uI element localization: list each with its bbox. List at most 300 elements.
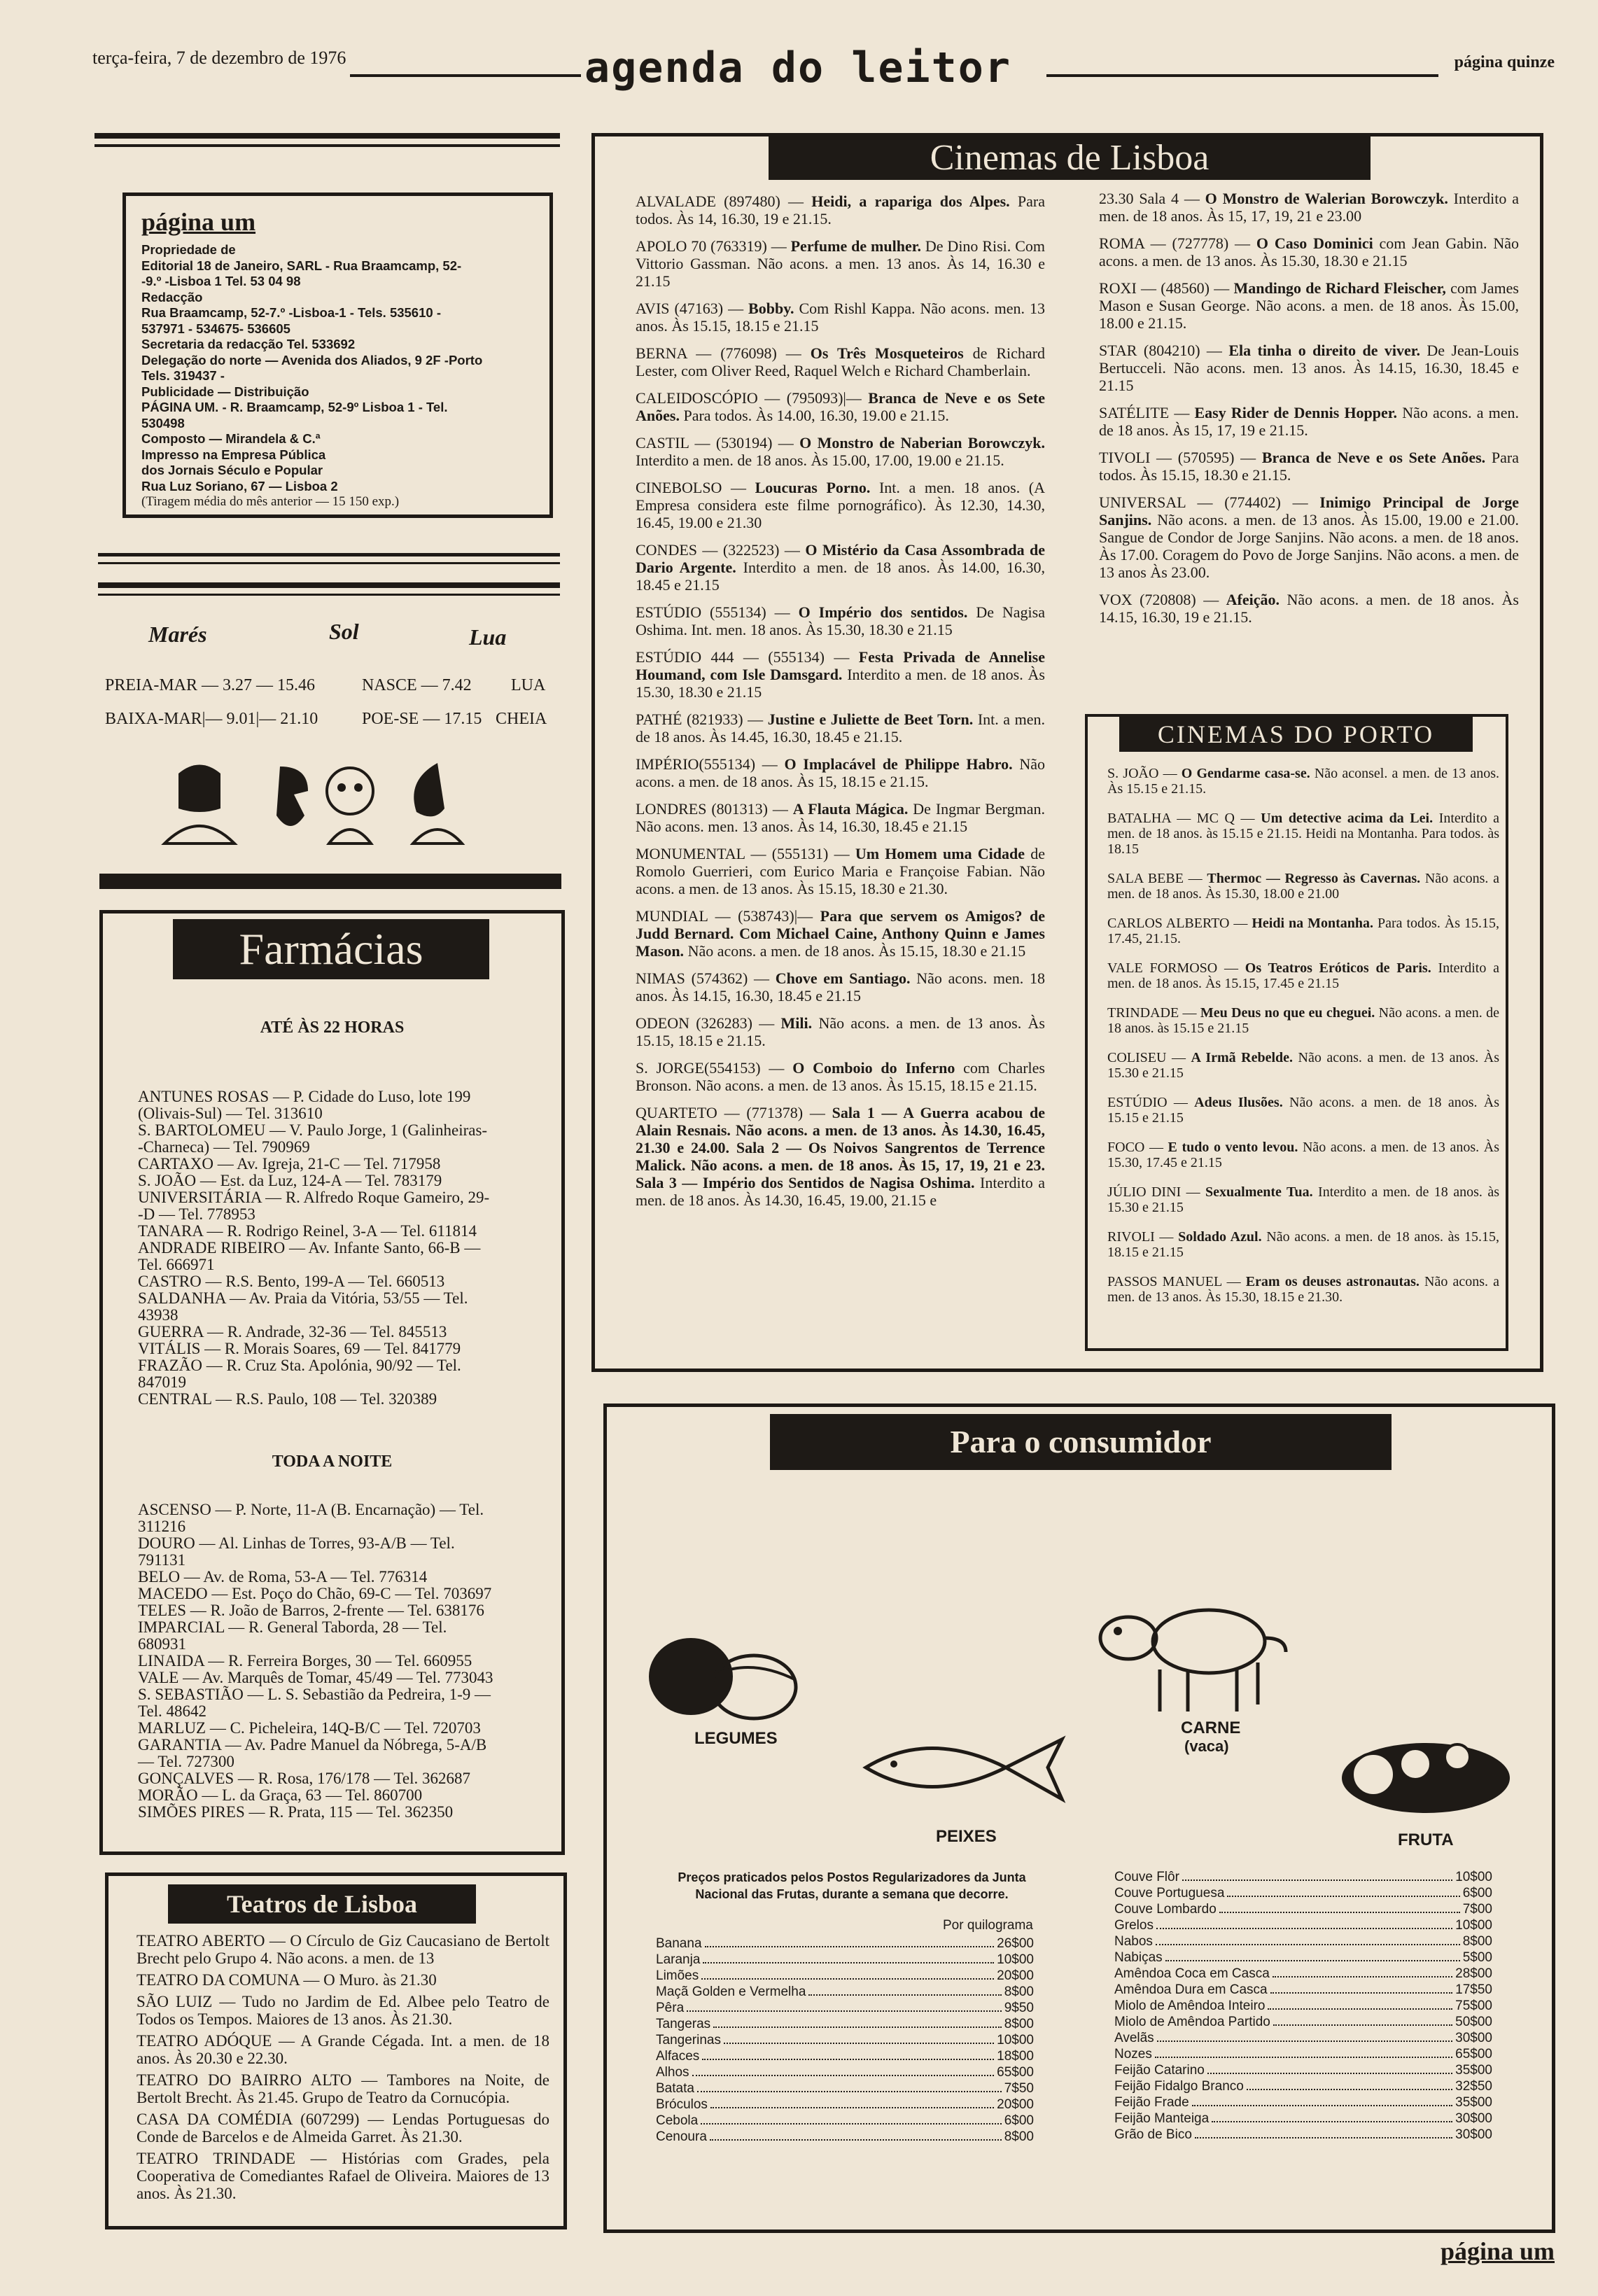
cinema-name: APOLO 70 (763319) — [636,237,791,255]
masthead-line: Rua Luz Soriano, 67 — Lisboa 2 [141,478,338,493]
cinema-entry [636,755,1045,790]
cinema-entry [1107,1005,1499,1036]
film-title: O Mistério da Casa Assombrada de Dario Argente. [636,541,1045,576]
price-item-name: Alfaces [656,2049,700,2064]
pharmacy-line: GARANTIA — Av. Padre Manuel da Nóbrega, 5-A/B [138,1736,487,1754]
film-title: Branca de Neve e os Sete Anões. [1261,449,1492,466]
price-row [1114,1901,1492,1917]
price-row [656,1968,1034,1984]
film-title: Um detective acima da Lei. [1261,811,1439,826]
divider [98,594,560,596]
label-legumes: LEGUMES [694,1729,778,1748]
price-item-name: Tangeras [656,2017,711,2031]
cinema-name: UNIVERSAL — (774402) — [1099,493,1320,511]
pharmacies-list-night [138,1502,537,1821]
pharmacy-line: SALDANHA — Av. Praia da Vitória, 53/55 — Tel. [138,1289,468,1307]
price-row [656,2080,1034,2096]
price-value: 65$00 [997,2065,1034,2080]
film-title: Sexualmente Tua. [1205,1184,1319,1200]
pharmacy-line: GUERRA — R. Andrade, 32-36 — Tel. 845513 [138,1323,447,1340]
pharmacy-line: IMPARCIAL — R. General Taborda, 28 — Tel. [138,1618,447,1636]
pharmacy-line: GONÇALVES — R. Rosa, 176/178 — Tel. 362687 [138,1770,471,1787]
film-title: O Gendarme casa-se. [1181,766,1315,781]
price-dots [1195,2127,1452,2138]
price-row [656,2096,1034,2113]
cinema-entry [636,479,1045,531]
price-value: 17$50 [1455,1982,1492,1997]
cinema-name: S. JORGE(554153) — [636,1059,793,1077]
pharmacies-sub-night: TODA A NOITE [272,1452,393,1471]
cinema-name: QUARTETO — (771378) — [636,1104,832,1121]
cinema-name: ROMA — (727778) — [1099,234,1256,252]
price-item-name: Batata [656,2081,694,2096]
cinema-entry [636,1059,1045,1094]
film-details: Interdito a men. de 18 anos. Às 15.15, 17.45 e 21.15 [1107,960,1499,991]
price-value: 30$00 [1455,2111,1492,2126]
price-row [1114,2094,1492,2110]
pharmacy-line: Tel. 48642 [138,1702,207,1720]
moon-phase-2: CHEIA [496,710,547,728]
price-row [1114,1949,1492,1966]
film-title: Thermoc — Regresso às Cavernas. [1207,871,1425,886]
film-details: Interdito a men. de 18 anos. Às 14.00, 16.30, 18.45 e 21.15 [636,559,1046,594]
pharmacy-line: S. JOÃO — Est. da Luz, 124-A — Tel. 783179 [138,1172,442,1189]
price-dots [702,2048,994,2060]
pharmacy-line: MARLUZ — C. Picheleira, 14Q-B/C — Tel. 720703 [138,1719,481,1737]
cinema-name: BERNA — (776098) — [636,344,811,362]
film-title: O Império dos sentidos. [798,603,976,621]
cinemas-lisboa-box [591,133,1543,1372]
price-row [656,1952,1034,1968]
price-dots [724,2032,994,2044]
cinema-name: S. JOÃO — [1107,766,1182,781]
price-dots [1182,1869,1452,1881]
cinema-name: VALE FORMOSO — [1107,960,1245,976]
film-title: Eram os deuses astronautas. [1245,1274,1425,1289]
film-details: de Richard Lester, com Oliver Reed, Raquel Welch e Richard Chamberlain. [636,344,1046,379]
fruit-icon [1335,1726,1517,1823]
pharmacy-line: SIMÕES PIRES — R. Prata, 115 — Tel. 362350 [138,1803,454,1821]
theatre-item: SÃO LUIZ — Tudo no Jardim de Ed. Albee pelo Teatro de Todos os Tempos. Maiores de 13 anos. Às 21.30. [136,1993,549,2028]
cinema-name: ROXI — (48560) — [1099,279,1234,297]
price-value: 32$50 [1455,2079,1492,2094]
pharmacy-line: (Olivais-Sul) — Tel. 313610 [138,1105,323,1122]
pharmacy-line: ASCENSO — P. Norte, 11-A (B. Encarnação) — Tel. [138,1501,484,1518]
price-value: 10$00 [1455,1918,1492,1933]
pharmacy-line: BELO — Av. de Roma, 53-A — Tel. 776314 [138,1568,428,1586]
price-row [1114,1885,1492,1901]
pharmacy-line: 311216 [138,1518,186,1535]
pharmacy-line: LINAIDA — R. Ferreira Borges, 30 — Tel. 660955 [138,1652,472,1670]
pharmacy-line: -D — Tel. 778953 [138,1205,255,1223]
pharmacy-line: — Tel. 727300 [138,1753,234,1770]
film-details: Não acons. a men. de 18 anos. Às 15, 17, 19 e 21.15. [1099,404,1519,439]
pharmacies-box [99,910,565,1855]
pharmacy-line: 680931 [138,1635,186,1653]
cinema-name: ALVALADE (897480) — [636,192,812,210]
cinema-entry [1099,190,1519,225]
pharmacy-line: CENTRAL — R.S. Paulo, 108 — Tel. 320389 [138,1390,437,1408]
tides-heading: Marés [148,622,207,647]
price-item-name: Nabos [1114,1934,1153,1949]
film-details: Não acons. a men. de 13 anos. Às 15.30, 18.15 e 21.30. [1107,1274,1500,1305]
price-value: 35$00 [1455,2063,1492,2078]
masthead-line: Tels. 319437 - [141,368,225,383]
price-value: 8$00 [1004,2017,1034,2031]
header-date: terça-feira, 7 de dezembro de 1976 [92,48,346,68]
pharmacy-line: -Charneca) — Tel. 790969 [138,1138,310,1156]
price-dots [692,2064,995,2076]
cinema-name: VOX (720808) — [1099,591,1226,608]
masthead-tiragem: (Tiragem média do mês anterior — 15 150 exp.) [141,494,400,509]
header-rule-left [350,74,581,77]
cinemas-lisboa-col1 [636,192,1045,1219]
cinema-name: CINEBOLSO — [636,479,755,496]
film-title: Mandingo de Richard Fleischer, [1233,279,1451,297]
price-dots [703,1952,994,1963]
film-title: Para que servem os Amigos? de Judd Bernard. Com Michael Caine, Anthony Quinn e James Mason. [636,907,1045,960]
cinema-name: ESTÚDIO — [1107,1095,1195,1110]
price-row [1114,1917,1492,1933]
film-details: De Jean-Louis Bertucceli. Não acons. men. 13 anos. Às 14.15, 16.30, 18.45 e 21.15 [1099,342,1519,394]
pharmacy-line: 43938 [138,1306,178,1324]
price-row [1114,1966,1492,1982]
cinema-entry [636,237,1045,290]
price-value: 8$00 [1004,1984,1034,1999]
cinema-name: SATÉLITE — [1099,404,1195,421]
price-dots [701,2113,1002,2124]
price-item-name: Feijão Manteiga [1114,2111,1210,2126]
film-details: Não acons. a men. de 18 anos. Às 15.15, 18.30 e 21.15 [687,942,1026,960]
film-details: Interdito a men. de 18 anos. às 15.30 e 21.15 [1107,1184,1499,1215]
film-title: Heidi, a rapariga dos Alpes. [811,192,1018,210]
masthead-line: Secretaria da redacção Tel. 533692 [141,337,356,351]
price-item-name: Limões [656,1968,699,1983]
price-value: 18$00 [997,2049,1034,2064]
cinema-entry [1107,811,1499,857]
consumer-box [603,1404,1555,2233]
film-title: Bobby. [748,300,799,317]
price-value: 7$00 [1462,1902,1492,1917]
cinema-entry [636,800,1045,835]
film-details: Int. a men. de 18 anos. Às 14.45, 16.30, 18.45 e 21.15. [636,710,1045,746]
faces-illustration [157,752,479,847]
cinema-entry [636,434,1045,469]
film-details: Não acons. a men. de 18 anos. Às 15, 18.15 e 21.15. [636,755,1045,790]
price-row [656,2032,1034,2048]
cinema-entry [636,648,1045,701]
cinema-name: MUNDIAL — (538743)|— [636,907,820,925]
cinema-name: 23.30 Sala 4 — [1099,190,1205,207]
prices-right-list [1114,1869,1492,2143]
pharmacy-line: MACEDO — Est. Poço do Chão, 69-C — Tel. 703697 [138,1585,492,1602]
film-details: Não acons. men. 18 anos. Às 14.15, 16.30, 18.45 e 21.15 [636,969,1045,1004]
film-title: Branca de Neve e os Sete Anões. [636,389,1045,424]
price-row [1114,2062,1492,2078]
cinema-name: NIMAS (574362) — [636,969,776,987]
cinema-entry [1107,1229,1499,1260]
film-details: De Nagisa Oshima. Int. men. 18 anos. Às 15.30, 18.30 e 21.15 [636,603,1045,638]
label-fruta: FRUTA [1398,1830,1454,1849]
price-row [1114,1933,1492,1949]
cinemas-lisboa-title: Cinemas de Lisboa [769,136,1371,180]
price-item-name: Nozes [1114,2047,1152,2062]
price-value: 75$00 [1455,1998,1492,2013]
price-item-name: Alhos [656,2065,689,2080]
price-dots [710,2096,994,2108]
price-dots [1155,2046,1452,2058]
film-details: Não acons. a men. de 13 anos. Às 15.15, 18.15 e 21.15. [636,1014,1045,1049]
theatre-item: TEATRO DO BAIRRO ALTO — Tambores na Noite, de Bertolt Brecht. Às 21.45. Grupo de Teatro da Cornucópia. [136,2071,549,2106]
price-item-name: Laranja [656,1952,701,1967]
cinema-name: STAR (804210) — [1099,342,1229,359]
divider [98,582,560,588]
price-item-name: Cenoura [656,2129,707,2144]
film-details: Não acons. a men. de 13 anos. Às 15.00, 19.00 e 21.00. Sangue de Condor de Jorge Sanjins. Não acons. a men. de 18 anos. Às 17.00. Coragem do Povo de Jorge Sanjins. Não acons. a men. de 13 anos Às 23.00. [1099,511,1519,581]
pharmacy-line: UNIVERSITÁRIA — R. Alfredo Roque Gameiro, 29- [138,1189,490,1206]
film-details: de Romolo Guerrieri, com Eurico Maria e Françoise Fabian. Não acons. a men. de 13 anos. Às 15.15, 18.30 e 21.30. [636,845,1046,897]
film-title: Sala 1 — A Guerra acabou de Alain Resnais. Não acons. a men. de 13 anos. Às 14.30, 16.45, 21.30 e 24.00. Sala 2 — Os Noivos Sangrentos de Terrence Malick. Não acons. a men. de 18 anos. Às 15, 17, 19, 21 e 23. Sala 3 — Império dos Sentidos de Nagisa Oshima. [636,1104,1045,1191]
cinema-name: ODEON (326283) — [636,1014,781,1032]
film-details: Não acons. a men. de 18 anos. às 15.15, 18.15 e 21.15 [1107,1229,1500,1260]
price-value: 8$00 [1462,1934,1492,1949]
price-item-name: Bróculos [656,2097,708,2112]
price-value: 26$00 [997,1936,1034,1951]
price-row [656,2113,1034,2129]
cinema-name: CONDES — (322523) — [636,541,806,559]
masthead-line: Delegação do norte — Avenida dos Aliados, 9 2F -Porto [141,352,483,368]
moon-phase-1: LUA [511,676,546,694]
cinema-name: FOCO — [1107,1140,1168,1155]
cinema-entry [1107,871,1499,902]
film-title: Heidi na Montanha. [1252,916,1378,931]
cinema-entry [1099,404,1519,439]
film-details: Para todos. Às 15.15, 18.30 e 21.15. [1099,449,1519,484]
cinema-entry [636,1014,1045,1049]
price-item-name: Couve Flôr [1114,1870,1179,1884]
price-value: 10$00 [997,2033,1034,2047]
cinema-entry [636,603,1045,638]
cinema-name: PASSOS MANUEL — [1107,1274,1246,1289]
film-details: Não acons. a men. de 18 anos. Às 14.15, 16.30, 19 e 21.15. [1099,591,1519,626]
film-title: Mili. [780,1014,819,1032]
price-dots [1165,1949,1460,1961]
cinema-name: SALA BEBE — [1107,871,1207,886]
price-item-name: Miolo de Amêndoa Partido [1114,2015,1270,2029]
price-item-name: Nabiças [1114,1950,1163,1965]
sunrise: NASCE — 7.42 [362,676,472,694]
film-title: Um Homem uma Cidade [855,845,1031,862]
cinema-name: CASTIL — (530194) — [636,434,800,451]
pharmacy-line: FRAZÃO — R. Cruz Sta. Apolónia, 90/92 — Tel. [138,1357,461,1374]
prices-left-list [656,1935,1034,2145]
cinema-entry [1107,916,1499,946]
pharmacies-sub-22h: ATÉ ÀS 22 HORAS [260,1018,405,1037]
divider [99,874,561,889]
pharmacies-list-22h [138,1088,537,1408]
pharmacy-line: S. BARTOLOMEU — V. Paulo Jorge, 1 (Galinheiras- [138,1121,488,1139]
film-details: Interdito a men. de 18 anos. Às 15.00, 17.00, 19.00 e 21.15. [636,451,1004,469]
cinema-entry [1107,1274,1499,1305]
price-dots [1207,2062,1452,2074]
film-details: com James Mason e Susan George. Não acons. a men. de 18 anos. Às 15.00, 18.00 e 21.15. [1099,279,1519,332]
film-title: E tudo o vento levou. [1168,1140,1303,1155]
price-item-name: Feijão Catarino [1114,2063,1205,2078]
price-row [1114,2046,1492,2062]
label-carne-sub: (vaca) [1184,1737,1229,1755]
cinema-entry [636,344,1045,379]
theatres-title: Teatros de Lisboa [168,1884,476,1924]
sun-heading: Sol [329,619,359,644]
consumer-title: Para o consumidor [770,1414,1392,1470]
cinema-entry [1099,234,1519,270]
film-details: De Ingmar Bergman. Não acons. men. 13 anos. Às 14, 16.30, 18.45 e 21.15 [636,800,1045,835]
cinema-entry [1107,1095,1499,1126]
film-title: Inimigo Principal de Jorge Sanjins. [1099,493,1520,528]
price-row [656,2016,1034,2032]
low-tide: BAIXA-MAR|— 9.01|— 21.10 [105,710,318,728]
price-item-name: Amêndoa Dura em Casca [1114,1982,1268,1997]
film-details: Para todos. Às 14.00, 16.30, 19.00 e 21.15. [683,407,949,424]
pharmacy-line: Tel. 666971 [138,1256,215,1273]
cinema-name: TRINDADE — [1107,1005,1200,1021]
masthead-line: 530498 [141,415,185,430]
masthead-logo: página um [141,208,256,236]
price-row [1114,2030,1492,2046]
price-item-name: Couve Portuguesa [1114,1886,1225,1900]
price-value: 30$00 [1455,2031,1492,2045]
divider [98,562,560,564]
price-value: 7$50 [1004,2081,1034,2096]
price-item-name: Amêndoa Coca em Casca [1114,1966,1270,1981]
film-title: A Flauta Mágica. [792,800,913,818]
film-title: Loucuras Porno. [755,479,879,496]
film-details: Com Rishl Kappa. Não acons. men. 13 anos. Às 15.15, 18.15 e 21.15 [636,300,1046,335]
masthead-line: Composto — Mirandela & C.ª [141,431,321,446]
price-row [656,2129,1034,2145]
cinema-entry [636,300,1045,335]
cinema-entry [1107,1050,1499,1081]
pharmacy-line: DOURO — Al. Linhas de Torres, 93-A/B — Tel. [138,1534,455,1552]
film-details: Não acons. a men. de 18 anos. às 15.15 e 21.15 [1107,1005,1499,1036]
cinema-name: ESTÚDIO (555134) — [636,603,799,621]
header-page-label: página quinze [1454,53,1555,71]
price-dots [1219,1901,1460,1913]
divider [98,553,560,556]
price-row [1114,2127,1492,2143]
price-value: 10$00 [997,1952,1034,1967]
price-dots [1268,1998,1452,2010]
cinema-name: MONUMENTAL — (555131) — [636,845,855,862]
film-details: Não acons. a men. de 13 anos. Às 15.30 e 21.15 [1107,1050,1499,1081]
film-title: Chove em Santiago. [775,969,917,987]
film-title: O Comboio do Inferno [792,1059,964,1077]
cinema-entry [636,710,1045,746]
film-title: O Implacável de Philippe Habro. [784,755,1020,773]
vegetables-icon [642,1624,803,1729]
cinema-entry [1107,1140,1499,1170]
cinema-name: AVIS (47163) — [636,300,749,317]
price-value: 10$00 [1455,1870,1492,1884]
cinema-name: COLISEU — [1107,1050,1191,1065]
cinema-entry [636,1104,1045,1209]
masthead-line: Publicidade — Distribuição [141,384,309,399]
theatres-box [105,1872,567,2230]
film-details: Para todos. Às 15.15, 17.45, 21.15. [1107,916,1499,946]
pharmacy-line: ANDRADE RIBEIRO — Av. Infante Santo, 66-B — [138,1239,481,1256]
film-title: Easy Rider de Dennis Hopper. [1194,404,1403,421]
cinema-entry [636,969,1045,1004]
price-item-name: Feijão Frade [1114,2095,1189,2110]
cinema-name: LONDRES (801313) — [636,800,793,818]
price-item-name: Couve Lombardo [1114,1902,1217,1917]
film-title: Os Teatros Eróticos de Paris. [1245,960,1438,976]
price-row [656,1984,1034,2000]
price-item-name: Cebola [656,2113,699,2128]
masthead-line: PÁGINA UM. - R. Braamcamp, 52-9º Lisboa 1 - Tel. [141,400,448,414]
price-item-name: Grelos [1114,1918,1154,1933]
masthead-lines [141,242,534,494]
cinemas-porto-title: CINEMAS DO PORTO [1119,717,1473,752]
film-title: O Caso Dominici [1256,234,1380,252]
price-dots [1247,2078,1452,2090]
film-title: Adeus Ilusões. [1194,1095,1289,1110]
theatres-list [136,1932,549,2206]
price-value: 20$00 [997,1968,1034,1983]
cinemas-porto-box [1085,714,1508,1351]
price-dots [697,2080,1002,2092]
pharmacy-line: CASTRO — R.S. Bento, 199-A — Tel. 660513 [138,1273,445,1290]
cinemas-lisboa-col2 [1099,190,1519,636]
cinema-entry [1099,279,1519,332]
price-dots [1212,2110,1452,2122]
masthead-line: -9.º -Lisboa 1 Tel. 53 04 98 [141,274,301,288]
price-dots [713,2016,1002,2028]
price-row [1114,1998,1492,2014]
price-dots [710,2129,1002,2141]
price-row [1114,1869,1492,1885]
label-carne: CARNE [1181,1718,1241,1737]
cinema-name: ESTÚDIO 444 — (555134) — [636,648,859,666]
price-row [1114,2110,1492,2127]
cow-icon [1090,1582,1293,1715]
price-dots [1192,2094,1452,2106]
price-item-name: Feijão Fidalgo Branco [1114,2079,1244,2094]
price-dots [1273,2014,1452,2026]
pharmacy-line: CARTAXO — Av. Igreja, 21-C — Tel. 717958 [138,1155,441,1172]
masthead-line: Impresso na Empresa Pública [141,447,326,462]
film-details: Interdito a men. de 18 anos. Às 15.30, 18.30 e 21.15 [636,666,1045,701]
cinema-name: BATALHA — MC Q — [1107,811,1261,826]
price-dots [687,2000,1002,2012]
cinema-name: IMPÉRIO(555134) — [636,755,785,773]
film-details: Não acons. a men. de 18 anos. Às 15.30, 18.00 e 21.00 [1107,871,1499,902]
sunset: POE-SE — 17.15 [362,710,482,728]
masthead-line: 537971 - 534675- 536605 [141,321,290,336]
cinema-entry [1099,342,1519,394]
pharmacy-line: S. SEBASTIÃO — L. S. Sebastião da Pedreira, 1-9 — [138,1686,491,1703]
cinema-name: CARLOS ALBERTO — [1107,916,1252,931]
cinema-entry [636,541,1045,594]
film-title: O Monstro de Naberian Borowczyk. [799,434,1045,451]
price-value: 65$00 [1455,2047,1492,2062]
film-title: Os Três Mosqueteiros [810,344,973,362]
price-row [1114,2014,1492,2030]
price-item-name: Banana [656,1936,702,1951]
film-title: Justine e Juliette de Beet Torn. [767,710,978,728]
price-value: 9$50 [1004,2001,1034,2015]
masthead-line: Propriedade de [141,242,236,257]
